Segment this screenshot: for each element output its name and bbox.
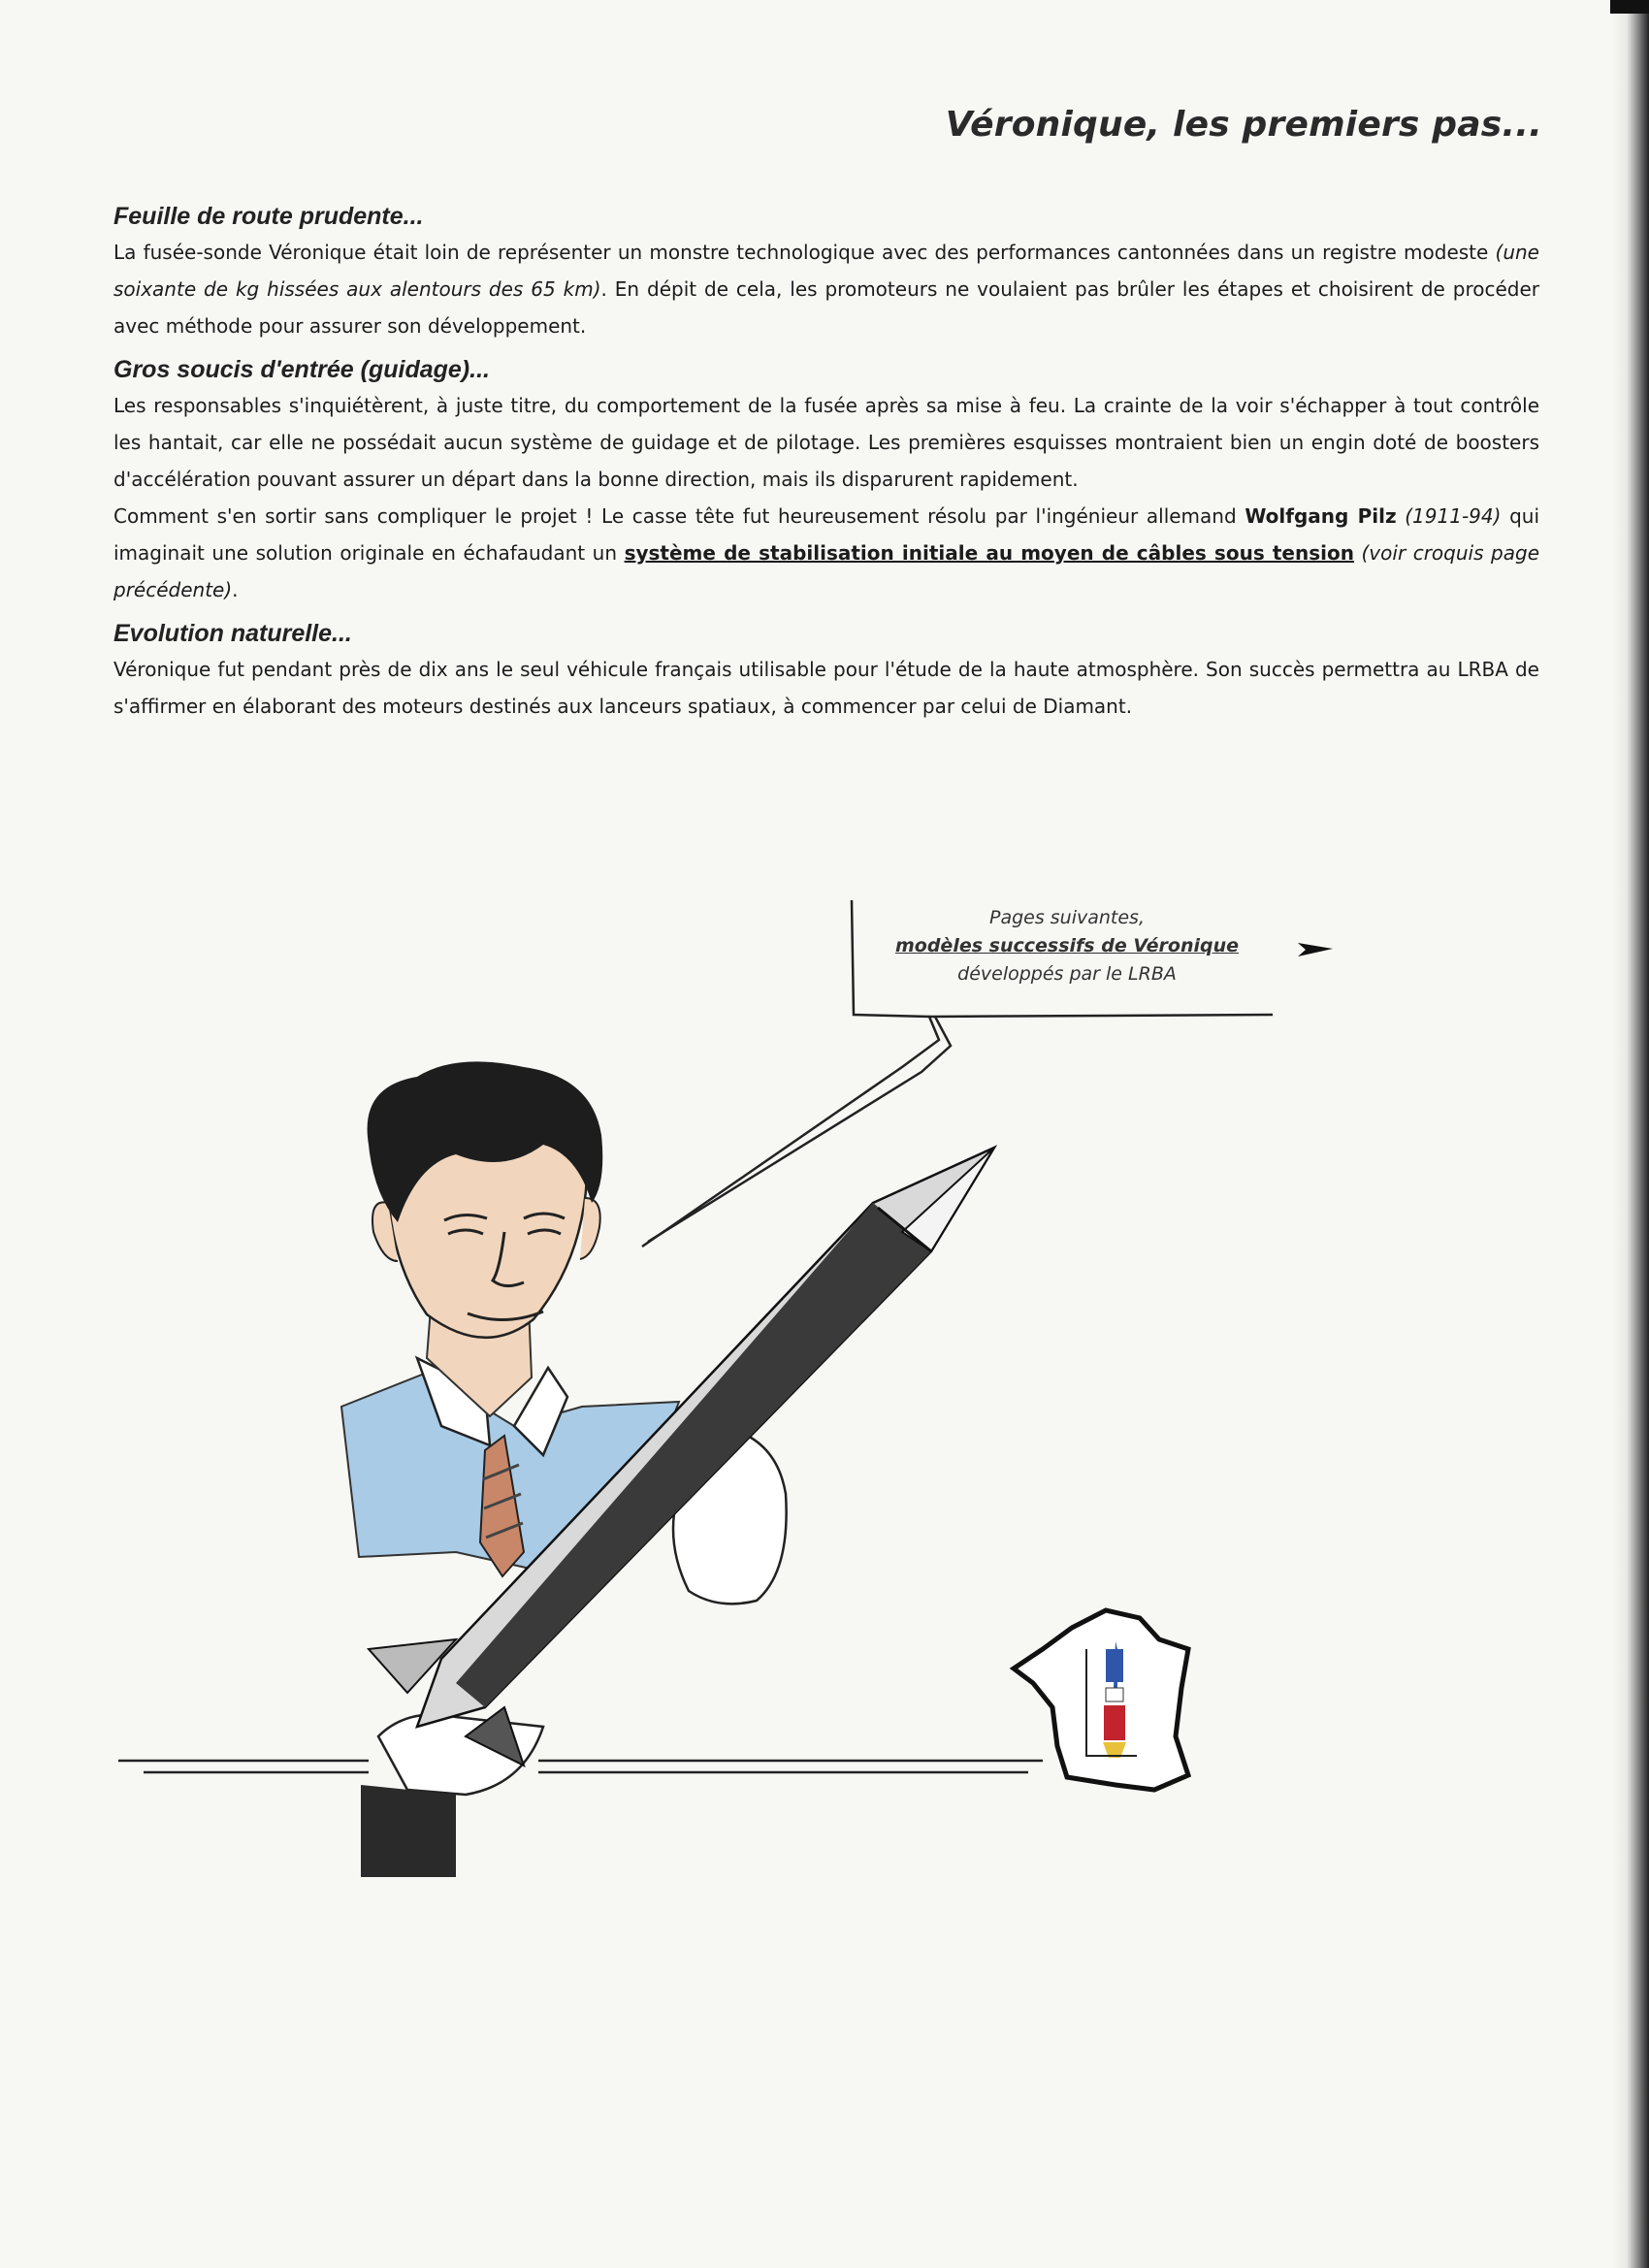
callout-link[interactable]: modèles successifs de Véronique [894, 935, 1239, 956]
callout-line-1: Pages suivantes, [988, 907, 1145, 928]
engineer-name: Wolfgang Pilz [1245, 504, 1397, 528]
callout-line-3: développés par le LRBA [957, 963, 1177, 985]
arrow-right-icon [1298, 943, 1333, 956]
text-run: Comment s'en sortir sans compliquer le projet ! Le casse tête fut heureusement résolu par l'ingénieur allemand [113, 504, 1245, 528]
engineer-dates: (1911-94) [1396, 504, 1502, 528]
section-heading-guidage: Gros soucis d'entrée (guidage)... [113, 356, 490, 383]
text-run: qui imaginait une solution originale en échafaudant un [113, 504, 1540, 565]
section-heading-evolution: Evolution naturelle... [113, 620, 352, 647]
lrba-logo [1014, 1610, 1188, 1790]
text-run: . [232, 578, 239, 601]
stabilisation-highlight: système de stabilisation initiale au moyen de câbles sous tension [624, 541, 1354, 565]
text-run-italic: (une soixante de kg hissées aux alentours des 65 km) [113, 241, 1539, 301]
callout [873, 904, 1261, 988]
text-run: . En dépit de cela, les promoteurs ne voulaient pas brûler les étapes et choisirent de procéder avec méthode pour assurer son développement. [113, 277, 1540, 338]
page-title: Véronique, les premiers pas... [945, 105, 1542, 145]
paragraph-guidage-1: Les responsables s'inquiétèrent, à juste titre, du comportement de la fusée après sa mise à feu. La crainte de la voir s'échapper à tout contrôle les hantait, car elle ne possédait aucun système de guidage et de pilotage. Les premières esquisses montraient bien un engin doté de boosters d'accélération pouvant assurer un départ dans la bonne direction, mais ils disparurent rapidement. [113, 394, 1539, 491]
text-run-italic: (voir croquis page précédente) [113, 541, 1539, 601]
paragraph-evolution: Véronique fut pendant près de dix ans le seul véhicule français utilisable pour l'étude de la haute atmosphère. Son succès permettra au LRBA de s'affirmer en élaborant des moteurs destinés aux lanceurs spatiaux, à commencer par celui de Diamant. [113, 658, 1539, 718]
section-heading-feuille: Feuille de route prudente... [113, 203, 424, 230]
text-run: La fusée-sonde Véronique était loin de représenter un monstre technologique avec des performances cantonnées dans un registre modeste [113, 241, 1496, 264]
ground-lines [118, 1761, 1043, 1772]
